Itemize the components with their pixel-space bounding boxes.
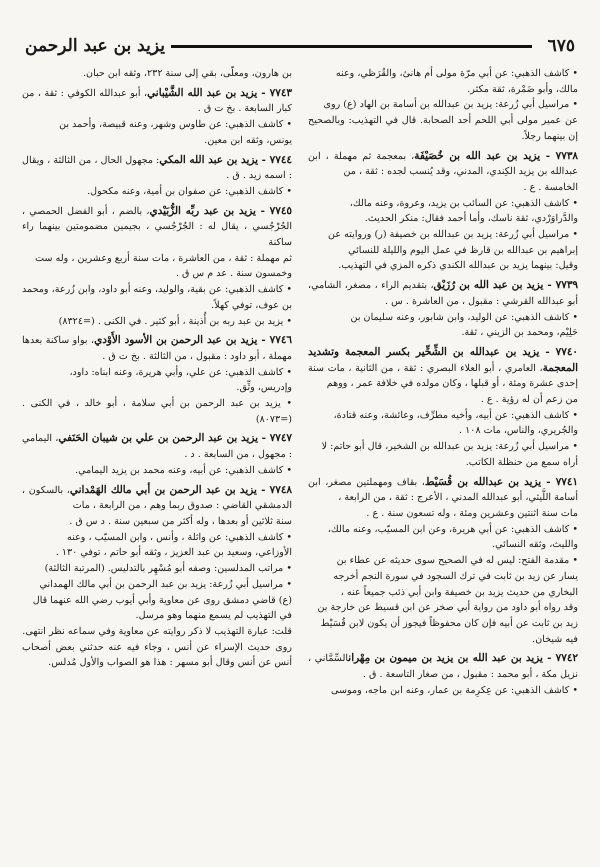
entry-text: (ع) قاضي دمشق روى عن معاوية وأبي أيوب رضي الله عنهما قال xyxy=(32,594,292,606)
biography-entry xyxy=(308,651,578,698)
entry-text: • مراسيل أبي زُرعة: يزيد بن عبد الرحمن بن أبي مالك الهمداني xyxy=(39,578,292,590)
entry-text: • كاشف الذهبي: عن طاوس وشهر، وعنه قبيصة، وأحمد بن xyxy=(59,119,292,131)
entry-text: زيد بن ثابت عن أبيه فإن كان محفوظاً فيجوز أن يكون لابن قُسَيْط xyxy=(320,617,578,629)
entry-text: • مراسيل أبي زُرعة: يزيد بن عبدالله بن الشخير، قال أبو حاتم: لا xyxy=(321,441,578,453)
entry-text: ، بالسكون ، الدمشقي القاضي : صدوق ربما وهم ، من الرابعة ، مات xyxy=(22,484,292,512)
entry-text: ، بواو ساكنة بعدها مهملة ، أبو داود : مقبول ، من الثالثة . بخ ت ق . xyxy=(22,335,292,362)
entry-text: • كاشف الذهبي: عن أبي مرّة مولى أم هانئ، والقُرَظي، وعنه xyxy=(335,68,578,79)
text-columns xyxy=(22,66,578,859)
biography-entry xyxy=(22,431,292,478)
entry-text: وقيل: بينهما يزيد بن عبدالله الكندي ذكره المزي في التهذيب. xyxy=(338,260,578,272)
biography-entry xyxy=(308,66,578,145)
entry-heading: ٧٧٤٨ - يزيد بن عبد الرحمن بن أبي مالك الهَمْداني xyxy=(69,483,292,496)
entry-text: • كاشف الذهبي: عن عِكرِمة بن عمار، وعنه ابن ماجه، وموسى xyxy=(331,684,578,696)
entry-heading: ٧٧٤٠ - يزيد بن عبدالله بن الشِّخِّير بكسر المعجمة وتشديد المعجمة xyxy=(308,345,578,374)
biography-entry xyxy=(308,475,578,648)
entry-text: مات سنة اثنتين وعشرين ومئة ، وله تسعون سنة . ع . xyxy=(366,507,578,519)
entry-text: الأوزاعي، وسعيد بن عبد العزيز ، وثقه أبو حاتم ، توفي ١٣٠ . xyxy=(55,547,292,559)
entry-text: السِّمَّاني ، نزيل مكة ، أبو محمد : مقبول ، من صغار التاسعة . ق . xyxy=(308,653,578,681)
entry-text: من زعم أن له رؤية . ع . xyxy=(480,394,578,406)
entry-text: ، بتقديم الراء ، مصغر، الشامي، أبو عبدالله القرشي : مقبول ، من العاشرة . س . xyxy=(308,280,578,307)
entry-text: • مراسيل أبي زُرعة: يزيد بن عبدالله بن أسامة بن الهاد (ع) روى xyxy=(323,99,578,111)
entry-heading: ٧٧٣٨ - يزيد بن عبد الله بن خُصَيْفَة xyxy=(414,149,578,162)
entry-text: يونس، وثقه ابن معين. xyxy=(204,134,292,146)
entry-text: ، أبو عبدالله الكوفي : ثقة ، من كبار السابعة . بخ ت ق . xyxy=(22,87,292,115)
entry-text: • كاشف الذهبي: عن علي، وأبي هريرة، وعنه ابناه: داود، xyxy=(69,366,292,378)
entry-heading: ٧٧٤٥ - يزيد بن عبد ربِّه الزُّبَيْدي xyxy=(149,204,292,217)
entry-text: روى حديث الإسراء عن أنس ، وجاء فيه عنه حدثني بعض أصحاب أنس عن أنس وقال أبو مسهر : هذا هو الصواب والأول مُدلس. xyxy=(22,641,292,669)
entry-text: وقد رواه أبو داود من رواية أبي صخر عن ابن قسيط عن خارجة بن xyxy=(317,602,578,614)
entry-text: البخاري من حديث يزيد بن خصيفة وابن أبي ذئب جميعاً عنه ، xyxy=(340,586,578,598)
entry-text: ، بقاف ومهملتين مصغر، ابن أسامة اللَّيثي، أبو عبدالله المدني ، الأعرج : ثقة ، من الرابعة ، xyxy=(308,476,578,504)
entry-text: يسار عن زيد بن ثابت في ترك السجود في سورة النجم أخرجه xyxy=(333,570,578,582)
entry-text: والدَّراوَرْدي، ثقة ناسك، وأما أحمد فقال: منكر الحديث. xyxy=(364,213,578,225)
entry-text: في التهذيب لم يسمع منهما وهو مرسل. xyxy=(135,610,292,622)
entry-text: والليث، وثقه النسائي. xyxy=(492,539,578,551)
entry-text: • كاشف الذهبي: عن صفوان بن أمية، وعنه مكحول. xyxy=(87,185,292,197)
biography-entry xyxy=(308,278,578,341)
entry-text: قلت: عبارة التهذيب لا ذكر روايته عن معاوية وفي سماعه نظر انتهى. xyxy=(22,625,292,637)
entry-heading: ٧٧٤٧ - يزيد بن عبد الرحمن بن علي بن شيبان الحَنَفي xyxy=(58,432,292,445)
entry-text: • كاشف الذهبي: عن واثلة ، وأنس ، وابن المسيّب ، وعنه xyxy=(67,531,292,543)
entry-text: • مراتب المدلسين: وصفه أبو مُسْهِر بالتدليس. (المرتبة الثالثة) xyxy=(44,563,292,575)
entry-heading: ٧٧٤٢ - يزيد بن عبد الله بن يزيد بن ميمون بن مِهْران xyxy=(348,652,578,665)
entry-text: بن هارون، ومعلّى، بقي إلى سنة ٢٣٢، وثقه ابن حبان. xyxy=(82,68,292,79)
entry-text: • كاشف الذهبي: عن الوليد، وابن شابور، وعنه سليمان بن xyxy=(350,311,578,323)
biography-entry xyxy=(22,66,292,82)
header-rule xyxy=(171,45,532,48)
biography-entry xyxy=(22,153,292,200)
entry-text: • كاشف الذهبي: عن السائب بن يزيد، وعروة، وعنه مالك، xyxy=(349,197,578,209)
entry-text: وإدريس، وثِّق. xyxy=(236,382,292,394)
page-number: ٦٧٥ xyxy=(547,36,575,56)
entry-text: مالك، وأبو ضَمْرة، ثقة مكثر. xyxy=(467,83,578,95)
entry-text: إبراهيم بن عبدالله بن قارظ في عمل اليوم والليلة للنسائي xyxy=(348,244,578,256)
entry-text: حَلِيْم، ومحمد بن الزيني ، ثقة. xyxy=(461,327,578,339)
left-column xyxy=(22,66,292,859)
entry-heading: ٧٧٣٩ - يزيد بن عبد الله بن رُزَيْق xyxy=(433,279,578,292)
biography-entry xyxy=(22,333,292,427)
entry-text: سنة ثلاثين أو بعدها ، وله أكثر من سبعين سنة . د س ق . xyxy=(69,515,292,527)
entry-text: ، بمعجمة ثم مهملة ، ابن عبدالله بن يزيد الكِندي، المدني، وقد يُنسب لجده : ثقة ، من xyxy=(308,150,578,178)
entry-text: فيه شيخان. xyxy=(532,633,578,645)
entry-text: ، العامري ، أبو العلاء البصري : ثقة ، من الثانية ، مات سنة إحدى عشرة ومئة ، أو قبلها ، وكان مولده في خلافة عمر ، ووهم xyxy=(308,362,578,390)
entry-text: أراه سمع من حنظلة الكاتب. xyxy=(465,456,578,468)
entry-text: عن عمير مولى أبي اللحم أحد الصحابة. قال في التهذيب: وبالصحيح إن بينهما رجلاً. xyxy=(308,115,578,142)
entry-heading: ٧٧٤٣ - يزيد بن عبد الله الشَّيْباني xyxy=(147,86,292,99)
biography-entry xyxy=(22,483,292,671)
biography-entry xyxy=(308,149,578,275)
entry-heading: ٧٧٤٦ - يزيد بن عبد الرحمن بن الأسود الأَوْدي xyxy=(94,334,292,347)
entry-text: : مجهول الحال ، من الثالثة ، ويقال : اسمه زيد . ق . xyxy=(22,154,292,182)
entry-text: وخمسون سنة . عد م س ق . xyxy=(175,268,292,280)
entry-text: • يزيد بن عبد الرحمن بن أبي سلامة ، أبو خالد ، في الكنى . (=٨٠٧٣) xyxy=(22,398,292,425)
entry-heading: ٧٧٤١ - يزيد بن عبدالله بن قُسَيْط xyxy=(424,475,578,488)
entry-text: • كاشف الذهبي: عن أبيه، وعنه محمد بن يزيد اليمامي. xyxy=(75,464,292,476)
entry-text: • يزيد بن عبد ربه بن أُذينة ، أبو كثير . في الكنى . (=٨٣٢٤) xyxy=(58,315,292,327)
biography-entry xyxy=(308,345,578,471)
entry-text: والجُريري، والناس، مات ١٠٨ . xyxy=(459,425,578,437)
entry-text: • كاشف الذهبي: عن أبيه، وأخيه مطرِّف، وعائشة، وعنه قتادة، xyxy=(333,409,578,421)
biography-entry xyxy=(22,204,292,330)
entry-text: • مراسيل أبي زُرعة: يزيد بن عبدالله بن خصيفة (ر) وروايته عن xyxy=(328,229,578,241)
entry-text: • كاشف الذهبي: عن أبي هريرة، وعن ابن المسيّب، وعنه مالك، xyxy=(327,523,578,535)
entry-text: ثم مهملة : ثقة ، من العاشرة ، مات سنة أربع وعشرين ، وله ست xyxy=(35,252,292,264)
entry-text: ، بالضم ، أبو الفضل الحمصي ، الجُرْجُسي ، يقال له : الجُرْجُسي ، بجيمين مضمومتين بينهما راء ساكنة xyxy=(22,205,292,249)
entry-text: • كاشف الذهبي: عن بقية، والوليد، وعنه أبو داود، وابن زُرعة، ومحمد بن عوف، توفي كهلاً. xyxy=(22,284,292,311)
entry-text: • مقدمة الفتح: ليس له في الصحيح سوى حديثه عن عطاء بن xyxy=(336,555,578,567)
biography-entry xyxy=(22,86,292,149)
entry-text: ، اليمامي : مجهول ، من السابعة . د . xyxy=(22,433,292,461)
page-header xyxy=(25,30,575,62)
entry-text: الخامسة . ع . xyxy=(523,181,578,193)
right-column xyxy=(308,66,578,859)
running-head: يزيد بن عبد الرحمن xyxy=(25,36,165,56)
entry-heading: ٧٧٤٤ - يزيد بن عبد الله المكي xyxy=(159,153,292,166)
